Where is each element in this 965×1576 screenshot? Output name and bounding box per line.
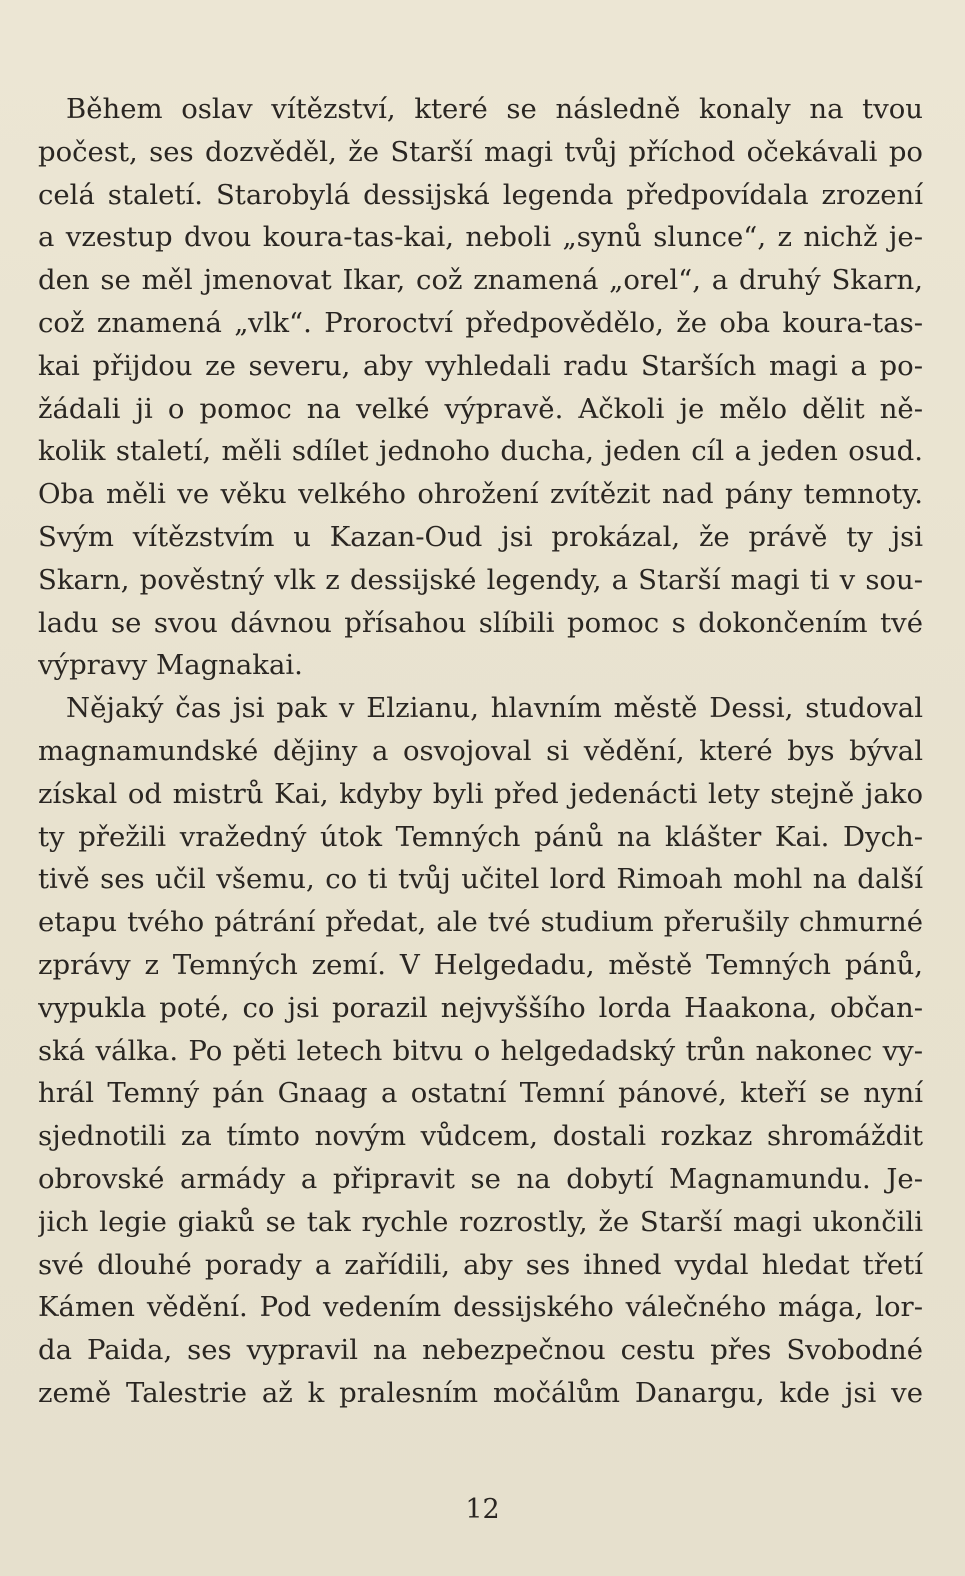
text-line: vypukla poté, co jsi porazil nejvyššího lorda Haakona, občan- (38, 991, 923, 1024)
text-line: Svým vítězstvím u Kazan-Oud jsi prokázal, že právě ty jsi (38, 520, 923, 553)
text-line: tivě ses učil všemu, co ti tvůj učitel lord Rimoah mohl na další (38, 863, 923, 896)
text-line: obrovské armády a připravit se na dobytí Magnamundu. Je- (38, 1162, 923, 1195)
text-line: jich legie giaků se tak rychle rozrostly, že Starší magi ukončili (38, 1205, 923, 1238)
text-line: kai přijdou ze severu, aby vyhledali radu Starších magi a po- (38, 349, 923, 382)
body-text (38, 88, 923, 1415)
page-number: 12 (465, 1494, 500, 1525)
text-line: ty přežili vražedný útok Temných pánů na klášter Kai. Dych- (38, 820, 923, 853)
text-line: a vzestup dvou koura-tas-kai, neboli „synů slunce“, z nichž je- (38, 221, 923, 254)
text-line: magnamundské dějiny a osvojoval si vědění, které bys býval (38, 734, 923, 767)
text-line: žádali ji o pomoc na velké výpravě. Ačkoli je mělo dělit ně- (38, 392, 923, 425)
text-line: zprávy z Temných zemí. V Helgedadu, městě Temných pánů, (38, 948, 923, 981)
text-line: získal od mistrů Kai, kdyby byli před jedenácti lety stejně jako (38, 777, 923, 810)
text-line: což znamená „vlk“. Proroctví předpovědělo, že oba koura-tas- (38, 306, 923, 339)
text-line: výpravy Magnakai. (38, 649, 303, 682)
text-line: počest, ses dozvěděl, že Starší magi tvůj příchod očekávali po (38, 135, 923, 168)
text-line: sjednotili za tímto novým vůdcem, dostali rozkaz shromáždit (38, 1120, 923, 1153)
text-line: Nějaký čas jsi pak v Elzianu, hlavním městě Dessi, studoval (66, 692, 923, 725)
text-line: da Paida, ses vypravil na nebezpečnou cestu přes Svobodné (38, 1334, 923, 1367)
text-line: Kámen vědění. Pod vedením dessijského válečného mága, lor- (38, 1291, 923, 1324)
text-line: země Talestrie až k pralesním močálům Danargu, kde jsi ve (38, 1376, 923, 1409)
text-line: kolik staletí, měli sdílet jednoho ducha, jeden cíl a jeden osud. (38, 435, 923, 468)
text-line: Oba měli ve věku velkého ohrožení zvítězit nad pány temnoty. (38, 478, 923, 511)
text-line: Skarn, pověstný vlk z dessijské legendy, a Starší magi ti v sou- (38, 563, 923, 596)
text-line: své dlouhé porady a zařídili, aby ses ihned vydal hledat třetí (38, 1248, 923, 1281)
text-line: celá staletí. Starobylá dessijská legenda předpovídala zrození (38, 178, 923, 211)
text-line: etapu tvého pátrání předat, ale tvé studium přerušily chmurné (38, 906, 923, 939)
text-line: ladu se svou dávnou přísahou slíbili pomoc s dokončením tvé (38, 606, 923, 639)
text-line: Během oslav vítězství, které se následně konaly na tvou (66, 93, 923, 125)
text-line: ská válka. Po pěti letech bitvu o helgedadský trůn nakonec vy- (38, 1034, 923, 1067)
text-line: hrál Temný pán Gnaag a ostatní Temní pánové, kteří se nyní (38, 1077, 923, 1110)
text-line: den se měl jmenovat Ikar, což znamená „orel“, a druhý Skarn, (38, 264, 923, 297)
